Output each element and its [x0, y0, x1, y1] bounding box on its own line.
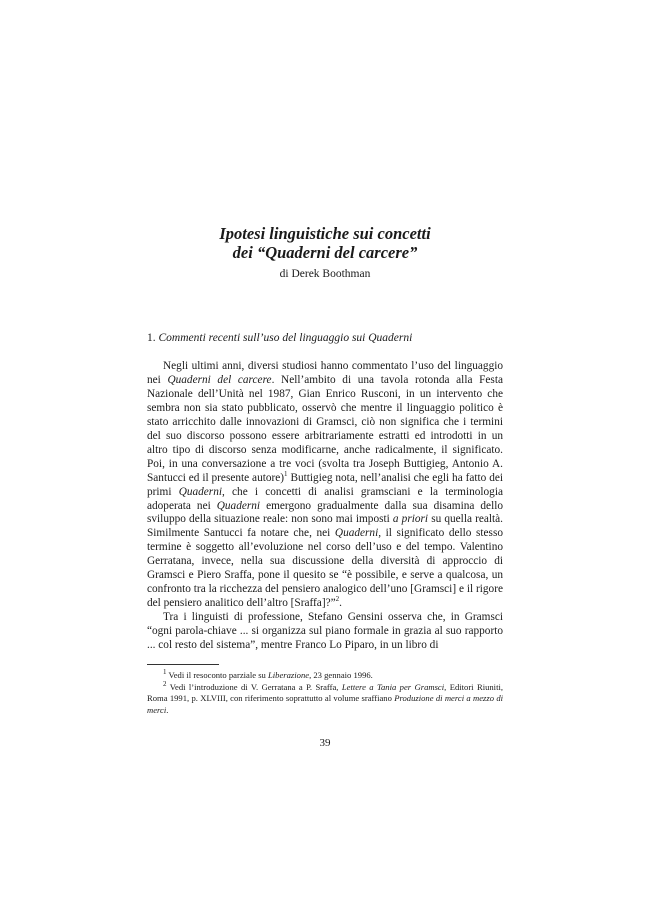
- footnote-ref-2[interactable]: 2: [335, 595, 340, 604]
- footnote-1: $^1$ Vedi il resoconto parziale su Liberazione, 23 gennaio 1996.: [163, 668, 373, 680]
- author-byline: di Derek Boothman: [279, 268, 371, 280]
- title-line-2: dei “Quaderni del carcere”: [232, 243, 418, 262]
- body-text: [147, 360, 503, 653]
- page-number: 39: [319, 737, 331, 749]
- footnote-divider: [147, 664, 219, 665]
- section-heading: [147, 332, 503, 344]
- footnotes: [147, 670, 503, 716]
- title-line-1: Ipotesi linguistiche sui concetti: [219, 224, 431, 243]
- footnote-ref-1[interactable]: 1: [284, 469, 288, 478]
- footnote-2: $^2$ Vedi l’introduzione di V. Gerratana a P. Sraffa, Lettere a Tania per Gramsci, Editori Riuniti, Roma 1991, p. XLVIII, con riferimento soprattutto al volume sraffiano Produzione di merci a mezzo di merci.: [147, 679, 503, 715]
- article-title: [147, 224, 503, 262]
- section-title: Commenti recenti sull’uso del linguaggio sui Quaderni: [158, 332, 413, 344]
- paragraph-2: Tra i linguisti di professione, Stefano Gensini osserva che, in Gramsci “ogni parola-chiave ... si organizza sul piano formale in grazia al suo rapporto ... col resto del sistema”, mentre Franco Lo Piparo, in un libro di: [147, 611, 503, 652]
- section-number: 1.: [147, 332, 156, 344]
- paragraph-1: Negli ultimi anni, diversi studiosi hanno commentato l’uso del linguaggio nei Quaderni del carcere. Nell’ambito di una tavola rotonda alla Festa Nazionale dell’Unità nel 1987, Gian Enrico Rusconi, in un intervento che sembra non sia stato pubblicato, osservò che mentre il linguaggio politico è stato arricchito dalle innovazioni di Gramsci, ciò non significa che i termini del suo discorso possono essere arbitrariamente estratti ed introdotti in un altro tipo di discorso senza modificarne, anche radicalmente, il significato. Poi, in una conversazione a tre voci (svolta tra Joseph Buttigieg, Antonio A. Santucci ed il presente autore)$^1$ Buttigieg nota, nell’analisi che egli ha fatto dei primi Quaderni, che i concetti di analisi gramsciani e la terminologia adoperata nei Quaderni emergono gradualmente dalla sua disamina dello sviluppo della situazione reale: non sono mai imposti a priori su quella realtà. Similmente Santucci fa notare che, nei Quaderni, il significato dello stesso termine è soggetto all’evoluzione nel corso dell’uso e del tempo. Valentino Gerratana, invece, nella sua discussione della diversità di approccio di Gramsci e Piero Sraffa, pone il quesito se “è possibile, e serve a qualcosa, un confronto tra la ricchezza del pensiero analogico dell’uno [Gramsci] e il rigore del pensiero analitico dell’altro [Sraffa]?”$^2$.: [147, 360, 504, 610]
